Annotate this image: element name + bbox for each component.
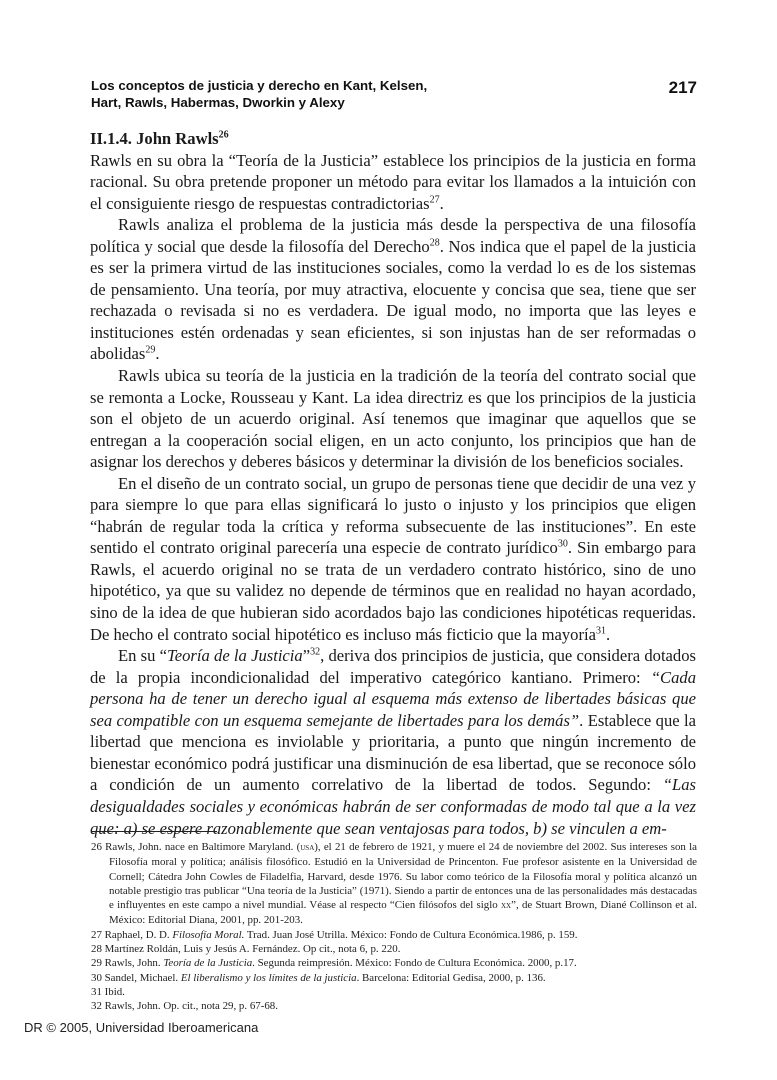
footnote-ref-31[interactable]: 31 [595, 625, 606, 637]
section-heading-text: II.1.4. John Rawls [90, 129, 219, 148]
footnote-title: Filosofía Moral. [172, 928, 245, 941]
footnote-text: ”, de Stuart Brown, Diané Collinson et al. México: Editorial Diana, 2001, pp. 201-203. [109, 899, 697, 927]
footnote-smallcaps: usa [300, 843, 315, 853]
footnote-31 [91, 985, 697, 999]
footnote-30 [91, 971, 697, 985]
footnote-28 [91, 942, 697, 956]
footnote-26 [91, 840, 697, 928]
footnote-number: 32 [91, 1000, 102, 1013]
paragraph-5-text-d: . Establece que la libertad que menciona es inviolable y prioritaria, a punto que ningún incremento de bienestar económico podrá justificar una disminución de esa libertad, que se reconoce sólo a condición de un aumento correlativo de la libertad de todos. Segundo: [90, 710, 696, 795]
footnote-ref-29[interactable]: 29 [145, 344, 156, 356]
header-title-line-1: Los conceptos de justicia y derecho en Kant, Kelsen, [91, 78, 428, 93]
header-title-line-2: Hart, Rawls, Habermas, Dworkin y Alexy [91, 95, 345, 110]
footnote-text: Trad. Juan José Utrilla. México: Fondo de Cultura Económica.1986, p. 159. [244, 928, 578, 941]
book-title: Teoría de la Justicia [167, 646, 303, 666]
footnote-title: El liberalismo y los límites de la justicia [180, 971, 357, 984]
footnote-text: Martínez Roldán, Luis y Jesús A. Fernández. Op cit., nota 6, p. 220. [104, 943, 401, 956]
footnote-number: 26 [91, 841, 102, 853]
footnote-29 [91, 956, 697, 970]
footnote-text: Rawls, John. [104, 957, 164, 970]
footnote-text: Raphael, D. D. [104, 928, 173, 941]
first-principle-quote: “Cada persona ha de tener un derecho igual al esquema más extenso de libertades básicas que sea compatible con un esquema semejante de libertades para los demás” [90, 667, 696, 730]
footnote-text: ), el 21 de febrero de 1921, y muere el 24 de noviembre del 2002. Sus intereses son la Filosofía moral y política; análisis filosófico. Estudió en la Universidad de Princenton. Fue profesor asistente en la Universidad de Cornell; Cátedra John Cowles de Filadelfia, Harvard, desde 1976. Su labor como teórico de la Filosofía moral y política alcanzó un notable prestigio tras publicar “Una teoría de la Justicia” (1971). Siendo a partir de entonces una de las personalidades más destacadas e influyentes en este campo a nivel mundial. Véase al respecto “Cien filósofos del siglo [109, 841, 697, 912]
copyright-notice: DR © 2005, Universidad Iberoamericana [24, 1020, 259, 1035]
footnote-ref-32[interactable]: 32 [310, 646, 321, 658]
footnote-text: . Segunda reimpresión. México: Fondo de Cultura Económica. 2000, p.17. [252, 957, 577, 970]
footnote-text: . Barcelona: Editorial Gedisa, 2000, p. 136. [356, 971, 546, 984]
paragraph-1 [90, 150, 696, 215]
footnote-text: Ibid. [104, 985, 125, 998]
footnote-smallcaps: xx [501, 901, 512, 912]
paragraph-5-text-c: , deriva dos principios de justicia, que considera dotados de la propia incondicionalidad del imperativo categórico kantiano. Primero: [90, 646, 696, 687]
running-header [91, 77, 697, 111]
paragraph-2-text-b: . Nos indica que el papel de la justicia es ser la primera virtud de las instituciones sociales, como la verdad lo es de los sistemas de pensamiento. Una teoría, por muy atractiva, elocuente y concisa que sea, tiene que ser rechazada o revisada si no es verdadera. De igual modo, no importa que las leyes e instituciones estén ordenadas y sean eficientes, si son injustas han de ser reformadas o abolidas [90, 236, 696, 364]
paragraph-4-end: . [605, 624, 611, 644]
paragraph-4 [90, 473, 696, 645]
paragraph-2-end: . [155, 344, 160, 364]
footnote-32 [91, 999, 697, 1013]
footnote-title: Teoría de la Justicia [163, 957, 253, 970]
footnotes [91, 840, 697, 1014]
footnote-number: 31 [91, 985, 102, 998]
footnote-27 [91, 928, 697, 942]
paragraph-5-text-a: En su “ [118, 646, 168, 666]
running-header-title [91, 77, 511, 111]
paragraph-1-end: . [439, 193, 444, 213]
footnote-separator [91, 831, 217, 832]
paragraph-5 [90, 645, 696, 839]
page-number: 217 [668, 78, 697, 97]
section-heading [90, 128, 696, 150]
paragraph-2 [90, 214, 696, 365]
main-text [90, 128, 696, 839]
paragraph-3 [90, 365, 696, 473]
footnote-number: 30 [91, 971, 102, 984]
paragraph-4-text-b: . Sin embargo para Rawls, el acuerdo original no se trata de un verdadero contrato histórico, sino de uno hipotético, ya que su validez no depende de términos que en realidad no hayan acordado, sino de la idea de que hubieran sido acordados bajo las condiciones hipotéticas requeridas. De hecho el contrato social hipotético es incluso más ficticio que la mayoría [90, 538, 696, 644]
footnote-number: 27 [91, 928, 102, 941]
paragraph-5-quote-close: ” [302, 646, 311, 666]
paragraph-4-text-a: En el diseño de un contrato social, un grupo de personas tiene que decidir de una vez y para siempre lo que para ellas significará lo justo o injusto y los principios que eligen “habrán de regular toda la crítica y reforma subsecuente de las instituciones”. En este sentido el contrato original parecería una especie de contrato jurídico [90, 473, 696, 558]
footnote-ref-27[interactable]: 27 [429, 194, 440, 206]
footnote-number: 29 [91, 957, 102, 970]
footnote-ref-26[interactable]: 26 [218, 129, 229, 141]
footnote-text: Rawls, John. nace en Baltimore Maryland. ( [105, 841, 301, 853]
paragraph-3-text: Rawls ubica su teoría de la justicia en la tradición de la teoría del contrato social que se remonta a Locke, Rousseau y Kant. La idea directriz es que los principios de la justicia son el objeto de un acuerdo original. Así tenemos que imaginar que aquellos que se entregan a la cooperación social eligen, en un acto conjunto, los principios que han de asignar los derechos y deberes básicos y determinar la división de los beneficios sociales. [90, 366, 696, 472]
paragraph-2-text-a: Rawls analiza el problema de la justicia más desde la perspectiva de una filosofía política y social que desde la filosofía del Derecho [90, 215, 696, 256]
footnote-number: 28 [91, 943, 102, 956]
footnote-ref-30[interactable]: 30 [557, 538, 568, 550]
footnote-text: Sandel, Michael. [104, 971, 181, 984]
footnote-text: Rawls, John. Op. cit., nota 29, p. 67-68. [104, 1000, 278, 1013]
paragraph-1-text: Rawls en su obra la “Teoría de la Justicia” establece los principios de la justicia en forma racional. Su obra pretende proponer un método para evitar los llamados a la intuición con el consiguiente riesgo de respuestas contradictorias [90, 150, 696, 213]
second-principle-quote: “Las desigualdades sociales y económicas habrán de ser conformadas de modo tal que a la vez que: a) se espere razonablemente que sean ventajosas para todos, b) se vinculen a em- [90, 775, 696, 838]
footnote-ref-28[interactable]: 28 [429, 237, 440, 249]
